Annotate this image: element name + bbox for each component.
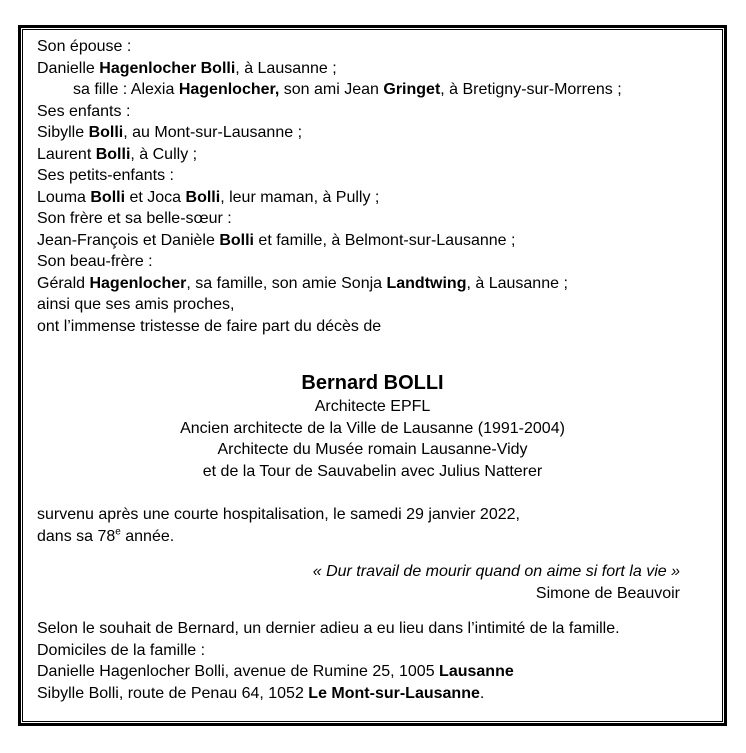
text-line bbox=[37, 58, 708, 80]
text-segment: Architecte EPFL bbox=[314, 398, 431, 415]
text-segment: son ami Jean bbox=[279, 81, 384, 98]
text-segment: Architecte du Musée romain Lausanne-Vidy bbox=[217, 441, 528, 458]
text-segment: survenu après une courte hospitalisation, le samedi 29 janvier 2022, bbox=[37, 506, 520, 523]
quote bbox=[37, 561, 708, 604]
text-segment: Simone de Beauvoir bbox=[535, 584, 680, 602]
text-segment: sa fille : Alexia bbox=[73, 81, 179, 98]
text-line bbox=[37, 144, 708, 166]
text-segment: Bolli bbox=[185, 188, 221, 206]
text-segment: , à Lausanne ; bbox=[235, 59, 337, 77]
text-segment: Bolli bbox=[90, 188, 126, 206]
text-segment: Son frère et sa belle-sœur : bbox=[37, 210, 232, 227]
text-segment: Gérald bbox=[37, 274, 90, 292]
text-segment: , sa famille, son amie Sonja bbox=[186, 274, 387, 292]
text-segment: Danielle bbox=[37, 59, 100, 77]
text-line bbox=[37, 640, 708, 662]
text-segment: , leur maman, à Pully ; bbox=[220, 188, 380, 206]
text-segment: Landtwing bbox=[386, 274, 467, 292]
text-line bbox=[37, 461, 708, 483]
text-segment: Domiciles de la famille : bbox=[37, 641, 206, 659]
text-line bbox=[37, 439, 708, 461]
text-line bbox=[37, 661, 708, 683]
text-segment: Sibylle Bolli, route de Penau 64, 1052 bbox=[37, 684, 309, 702]
text-segment: et famille, à Belmont-sur-Lausanne ; bbox=[253, 231, 516, 249]
text-segment: Laurent bbox=[37, 145, 96, 163]
text-segment: Bolli bbox=[88, 124, 124, 141]
text-line bbox=[37, 683, 708, 705]
text-segment: , à Lausanne ; bbox=[466, 274, 568, 292]
text-line bbox=[37, 101, 708, 123]
text-segment: Danielle Hagenlocher Bolli, avenue de Rumine 25, 1005 bbox=[37, 663, 440, 680]
text-segment: ainsi que ses amis proches, bbox=[37, 296, 235, 313]
text-segment: Gringet bbox=[383, 81, 441, 98]
text-line bbox=[37, 208, 708, 230]
text-segment: Ancien architecte de la Ville de Lausanne (1991-2004) bbox=[180, 419, 565, 437]
text-segment: ont l’immense tristesse de faire part du décès de bbox=[37, 317, 382, 335]
announcement-inner-border bbox=[22, 29, 723, 722]
text-segment: , à Bretigny-sur-Morrens ; bbox=[440, 81, 622, 98]
text-line bbox=[37, 122, 708, 144]
deceased-name bbox=[37, 370, 708, 396]
text-segment: Jean-François et Danièle bbox=[37, 231, 220, 249]
death-details bbox=[37, 504, 708, 547]
text-segment: Hagenlocher bbox=[89, 274, 187, 292]
text-line bbox=[37, 396, 708, 418]
text-line bbox=[37, 316, 708, 338]
family-list bbox=[37, 36, 708, 337]
text-segment: Ses enfants : bbox=[37, 102, 131, 120]
quote-text bbox=[37, 561, 680, 583]
text-segment: Son épouse : bbox=[37, 38, 132, 55]
text-line bbox=[37, 230, 708, 252]
text-line bbox=[37, 273, 708, 295]
deceased-header bbox=[37, 370, 708, 482]
text-segment: Bolli bbox=[95, 145, 131, 163]
text-segment: Ses petits-enfants : bbox=[37, 167, 174, 184]
text-segment: Louma bbox=[37, 188, 91, 206]
quote-author bbox=[37, 583, 680, 605]
text-segment: Selon le souhait de Bernard, un dernier adieu a eu lieu dans l’intimité de la famille. bbox=[37, 620, 620, 637]
text-line bbox=[37, 294, 708, 316]
text-line bbox=[37, 618, 708, 640]
text-line bbox=[37, 187, 708, 209]
text-segment: Son beau-frère : bbox=[37, 253, 153, 270]
text-segment: , au Mont-sur-Lausanne ; bbox=[123, 124, 303, 141]
text-segment: Bernard BOLLI bbox=[301, 372, 444, 394]
text-segment: Hagenlocher, bbox=[178, 81, 280, 98]
text-segment: , à Cully ; bbox=[130, 145, 198, 163]
text-line bbox=[37, 418, 708, 440]
text-segment: et de la Tour de Sauvabelin avec Julius Natterer bbox=[202, 462, 543, 480]
text-segment: dans sa 78 bbox=[37, 527, 116, 545]
text-segment: « Dur travail de mourir quand on aime si fort la vie » bbox=[312, 563, 680, 580]
text-segment: e bbox=[115, 526, 121, 538]
text-line bbox=[37, 504, 708, 526]
text-line bbox=[37, 36, 708, 58]
closing bbox=[37, 618, 708, 704]
text-segment: année. bbox=[120, 527, 175, 545]
text-segment: Hagenlocher Bolli bbox=[99, 59, 236, 77]
text-segment: . bbox=[479, 684, 485, 702]
announcement-frame bbox=[18, 25, 727, 726]
text-line bbox=[37, 251, 708, 273]
text-line bbox=[37, 526, 708, 548]
text-segment: et Joca bbox=[125, 188, 186, 206]
document-content bbox=[23, 30, 722, 721]
text-segment: Lausanne bbox=[439, 663, 514, 680]
text-line bbox=[37, 165, 708, 187]
text-segment: Sibylle bbox=[37, 124, 89, 141]
text-segment: Le Mont-sur-Lausanne bbox=[308, 684, 480, 702]
text-line bbox=[37, 79, 708, 101]
text-segment: Bolli bbox=[219, 231, 254, 249]
